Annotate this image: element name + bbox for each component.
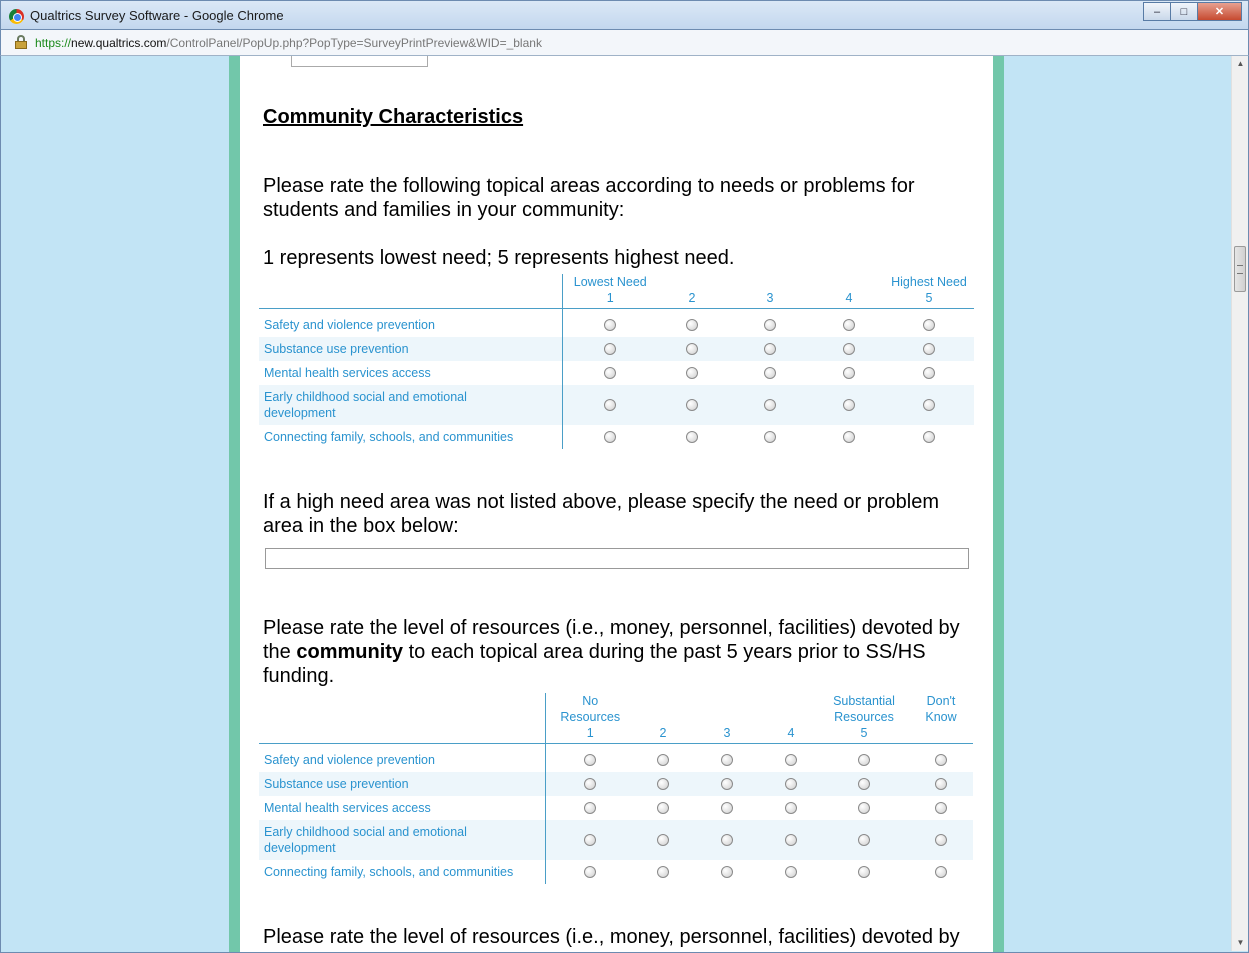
q2-text: If a high need area was not listed above, please specify the need or problem area in the box below:: [263, 491, 939, 537]
radio-button[interactable]: [686, 399, 698, 411]
community-resources-matrix: [259, 693, 973, 884]
radio-button[interactable]: [721, 834, 733, 846]
column-header-5: Highest Need 5: [884, 274, 974, 309]
row-label: Mental health services access: [259, 796, 545, 820]
radio-button[interactable]: [858, 778, 870, 790]
radio-button[interactable]: [923, 367, 935, 379]
chrome-icon: [9, 9, 24, 24]
radio-button[interactable]: [657, 802, 669, 814]
maximize-button[interactable]: □: [1170, 2, 1198, 21]
radio-button[interactable]: [843, 431, 855, 443]
row-label: Early childhood social and emotional development: [259, 820, 545, 860]
radio-button[interactable]: [935, 754, 947, 766]
scroll-up-icon[interactable]: ▲: [1236, 59, 1245, 68]
row-label: Safety and violence prevention: [259, 748, 545, 772]
radio-button[interactable]: [764, 399, 776, 411]
radio-button[interactable]: [843, 399, 855, 411]
radio-button[interactable]: [584, 834, 596, 846]
matrix-row: [259, 748, 973, 772]
radio-button[interactable]: [858, 802, 870, 814]
radio-button[interactable]: [604, 399, 616, 411]
window-title: Qualtrics Survey Software - Google Chrome: [30, 8, 284, 23]
column-header-5: Substantial Resources 5: [819, 693, 909, 744]
scrollbar-thumb[interactable]: [1234, 246, 1246, 292]
section-heading: Community Characteristics: [263, 106, 524, 128]
scroll-down-icon[interactable]: ▼: [1236, 938, 1245, 947]
radio-button[interactable]: [764, 431, 776, 443]
radio-button[interactable]: [923, 343, 935, 355]
radio-button[interactable]: [843, 367, 855, 379]
radio-button[interactable]: [721, 754, 733, 766]
row-label: Substance use prevention: [259, 772, 545, 796]
url-scheme: https://: [35, 36, 72, 50]
radio-button[interactable]: [604, 367, 616, 379]
radio-button[interactable]: [858, 754, 870, 766]
radio-button[interactable]: [935, 866, 947, 878]
browser-viewport: [0, 56, 1249, 953]
radio-button[interactable]: [935, 834, 947, 846]
column-header-3: 3: [691, 693, 763, 744]
matrix-corner: [259, 693, 545, 744]
matrix-row: [259, 820, 973, 860]
column-header-1: Lowest Need 1: [562, 274, 658, 309]
radio-button[interactable]: [785, 866, 797, 878]
radio-button[interactable]: [686, 343, 698, 355]
radio-button[interactable]: [764, 367, 776, 379]
row-label: Mental health services access: [259, 361, 562, 385]
radio-button[interactable]: [764, 319, 776, 331]
matrix-row: [259, 385, 974, 425]
url-path: /ControlPanel/PopUp.php?PopType=SurveyPrintPreview&WID=_blank: [166, 36, 542, 50]
matrix-row: [259, 796, 973, 820]
radio-button[interactable]: [923, 431, 935, 443]
column-header-2: 2: [635, 693, 691, 744]
radio-button[interactable]: [764, 343, 776, 355]
radio-button[interactable]: [858, 834, 870, 846]
radio-button[interactable]: [923, 319, 935, 331]
column-header-2: 2: [658, 274, 726, 309]
q3-text: Please rate the level of resources (i.e., money, personnel, facilities) devoted by the community to each topical area during the past 5 years prior to SS/HS funding.: [263, 617, 960, 687]
row-label: Early childhood social and emotional development: [259, 385, 562, 425]
matrix-row: [259, 313, 974, 337]
column-header-4: 4: [763, 693, 819, 744]
matrix-row: [259, 860, 973, 884]
url-text[interactable]: [35, 36, 542, 50]
matrix-row: [259, 772, 973, 796]
q4-text: Please rate the level of resources (i.e., money, personnel, facilities) devoted by: [263, 926, 960, 948]
radio-button[interactable]: [721, 802, 733, 814]
matrix-row: [259, 361, 974, 385]
radio-button[interactable]: [935, 778, 947, 790]
close-button[interactable]: ✕: [1197, 2, 1242, 21]
row-label: Substance use prevention: [259, 337, 562, 361]
radio-button[interactable]: [584, 754, 596, 766]
radio-button[interactable]: [657, 834, 669, 846]
column-header-3: 3: [726, 274, 814, 309]
radio-button[interactable]: [657, 778, 669, 790]
matrix-row: [259, 337, 974, 361]
radio-button[interactable]: [843, 319, 855, 331]
q1-scale-note: 1 represents lowest need; 5 represents highest need.: [263, 247, 735, 269]
previous-text-box[interactable]: [291, 56, 428, 67]
column-header-4: 4: [814, 274, 884, 309]
radio-button[interactable]: [584, 802, 596, 814]
matrix-row: [259, 425, 974, 449]
vertical-scrollbar[interactable]: [1231, 56, 1248, 951]
radio-button[interactable]: [604, 343, 616, 355]
radio-button[interactable]: [686, 367, 698, 379]
radio-button[interactable]: [785, 834, 797, 846]
minimize-button[interactable]: –: [1143, 2, 1171, 21]
radio-button[interactable]: [686, 431, 698, 443]
row-label: Safety and violence prevention: [259, 313, 562, 337]
q1-intro: Please rate the following topical areas according to needs or problems for students and families in your community:: [263, 175, 915, 221]
radio-button[interactable]: [785, 802, 797, 814]
address-bar[interactable]: [0, 30, 1249, 56]
radio-button[interactable]: [584, 866, 596, 878]
row-label: Connecting family, schools, and communities: [259, 860, 545, 884]
other-need-input[interactable]: [265, 548, 969, 569]
radio-button[interactable]: [858, 866, 870, 878]
radio-button[interactable]: [657, 866, 669, 878]
radio-button[interactable]: [584, 778, 596, 790]
radio-button[interactable]: [935, 802, 947, 814]
window-controls: [1144, 2, 1242, 21]
radio-button[interactable]: [604, 431, 616, 443]
column-header-1: No Resources 1: [545, 693, 635, 744]
lock-icon[interactable]: [15, 35, 27, 49]
url-host: new.qualtrics.com: [71, 36, 167, 50]
radio-button[interactable]: [604, 319, 616, 331]
radio-button[interactable]: [923, 399, 935, 411]
need-rating-matrix: [259, 274, 974, 449]
column-header-dont-know: Don't Know: [909, 693, 973, 744]
radio-button[interactable]: [686, 319, 698, 331]
radio-button[interactable]: [785, 754, 797, 766]
radio-button[interactable]: [721, 866, 733, 878]
matrix-corner: [259, 274, 562, 309]
radio-button[interactable]: [843, 343, 855, 355]
radio-button[interactable]: [657, 754, 669, 766]
window-titlebar: [0, 0, 1249, 30]
row-label: Connecting family, schools, and communities: [259, 425, 562, 449]
radio-button[interactable]: [785, 778, 797, 790]
radio-button[interactable]: [721, 778, 733, 790]
